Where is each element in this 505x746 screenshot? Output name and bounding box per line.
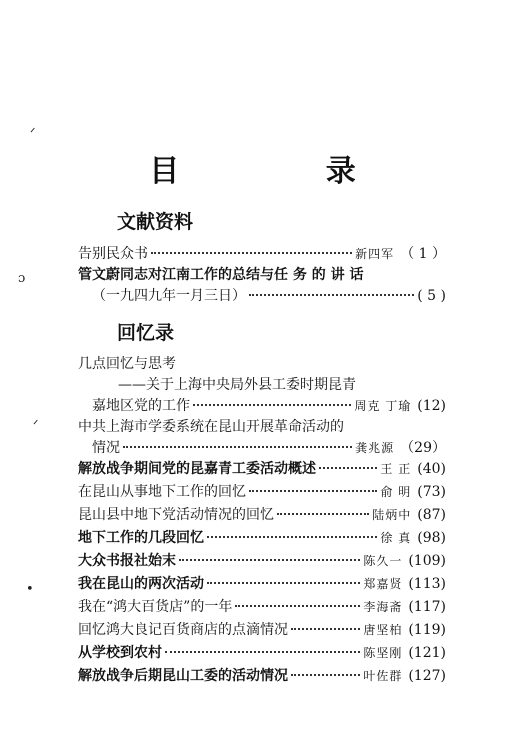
dot-leader [291, 628, 360, 630]
toc-entry-author: 龚兆源 [355, 441, 395, 455]
toc-entry-page: (127) [408, 668, 446, 684]
toc-entry-title: 几点回忆与思考 [78, 356, 176, 372]
toc-entry-page: (40) [417, 461, 446, 477]
section-heading-memoirs: 回忆录 [117, 322, 175, 344]
toc-entry-author: 王 正 [380, 462, 412, 476]
toc-entry-author: 周克 丁瑜 [354, 399, 412, 413]
toc-entry-title: 情况 [92, 440, 120, 456]
toc-entry-author: 李海斋 [363, 600, 403, 614]
dot-leader [319, 467, 377, 469]
toc-entry[interactable] [78, 458, 446, 480]
toc-entry-page: (121) [408, 645, 446, 661]
toc-entry-page: (98) [417, 530, 446, 546]
toc-entry-title: 从学校到农村 [78, 645, 162, 661]
toc-entry-author: 唐坚柏 [363, 623, 403, 637]
toc-entry-page: (87) [417, 507, 446, 523]
dot-leader [165, 651, 360, 653]
dot-leader [179, 559, 360, 561]
toc-entry-title: ——关于上海中央局外县工委时期昆青 [118, 377, 356, 393]
toc-entry-author: 俞 明 [380, 485, 412, 499]
toc-entry-author: 陈久一 [363, 554, 403, 568]
toc-entry-title: 回忆鸿大良记百货商店的点滴情况 [78, 622, 288, 638]
dot-leader [207, 582, 360, 584]
toc-entry-page: （29） [400, 440, 446, 456]
toc-entry-page: (12) [417, 398, 446, 414]
toc-entry-page: ( 5 ) [417, 288, 446, 304]
section-heading-documents: 文献资料 [117, 211, 194, 233]
toc-entry[interactable] [78, 665, 446, 687]
toc-entry[interactable] [92, 395, 446, 417]
toc-entry[interactable] [78, 353, 446, 375]
margin-mark: ɔ [18, 271, 26, 286]
dot-leader [151, 252, 352, 254]
dot-leader [123, 446, 352, 448]
dot-leader [291, 674, 360, 676]
toc-entry[interactable] [78, 416, 446, 438]
toc-entry-page: (117) [408, 599, 446, 615]
page-title: 目 录 [149, 154, 424, 189]
toc-entry-page: (109) [408, 553, 446, 569]
toc-entry[interactable] [92, 285, 446, 307]
dot-leader [235, 605, 360, 607]
toc-entry[interactable] [92, 437, 446, 459]
dot-leader [249, 490, 377, 492]
toc-entry-page: (113) [408, 576, 446, 592]
margin-mark: • [26, 582, 34, 597]
toc-entry-title: 昆山县中地下党活动情况的回忆 [78, 507, 274, 523]
toc-entry-title: 大众书报社始末 [78, 553, 176, 569]
toc-entry-page: （ 1 ） [400, 246, 446, 262]
dot-leader [207, 536, 377, 538]
toc-entry[interactable] [78, 527, 446, 549]
margin-mark: ᐟ [30, 126, 36, 141]
toc-entry[interactable] [78, 596, 446, 618]
toc-entry[interactable] [78, 642, 446, 664]
toc-entry-author: 陈坚刚 [363, 646, 403, 660]
toc-entry[interactable] [78, 619, 446, 641]
toc-entry-page: (119) [408, 622, 446, 638]
toc-entry[interactable] [78, 481, 446, 503]
toc-entry-title: 在昆山从事地下工作的回忆 [78, 484, 246, 500]
dot-leader [277, 513, 369, 515]
margin-mark: ᐟ [33, 418, 39, 433]
toc-entry-author: 新四军 [355, 247, 395, 261]
toc-entry-title: 中共上海市学委系统在昆山开展革命活动的 [78, 419, 344, 435]
toc-entry[interactable] [78, 573, 446, 595]
toc-entry-page: (73) [417, 484, 446, 500]
toc-entry[interactable] [78, 264, 446, 286]
toc-entry[interactable] [78, 243, 446, 265]
toc-entry[interactable] [118, 374, 446, 396]
toc-entry-title: 地下工作的几段回忆 [78, 530, 204, 546]
toc-entry-author: 陆炳中 [372, 508, 412, 522]
toc-entry-title: 解放战争后期昆山工委的活动情况 [78, 668, 288, 684]
toc-entry-title: 我在昆山的两次活动 [78, 576, 204, 592]
toc-entry-title: 管文蔚同志对江南工作的总结与任 务 的 讲 话 [78, 267, 364, 283]
toc-entry-title: 我在“鸿大百货店”的一年 [78, 599, 233, 615]
toc-entry-author: 郑嘉贤 [363, 577, 403, 591]
toc-entry[interactable] [78, 550, 446, 572]
dot-leader [193, 404, 351, 406]
toc-entry-title: 解放战争期间党的昆嘉青工委活动概述 [78, 461, 316, 477]
toc-entry[interactable] [78, 504, 446, 526]
toc-entry-title: （一九四九年一月三日） [92, 288, 246, 304]
dot-leader [249, 294, 414, 296]
toc-entry-author: 徐 真 [380, 531, 412, 545]
toc-entry-author: 叶佐群 [363, 669, 403, 683]
toc-entry-title: 嘉地区党的工作 [92, 398, 190, 414]
toc-entry-title: 告别民众书 [78, 246, 148, 262]
